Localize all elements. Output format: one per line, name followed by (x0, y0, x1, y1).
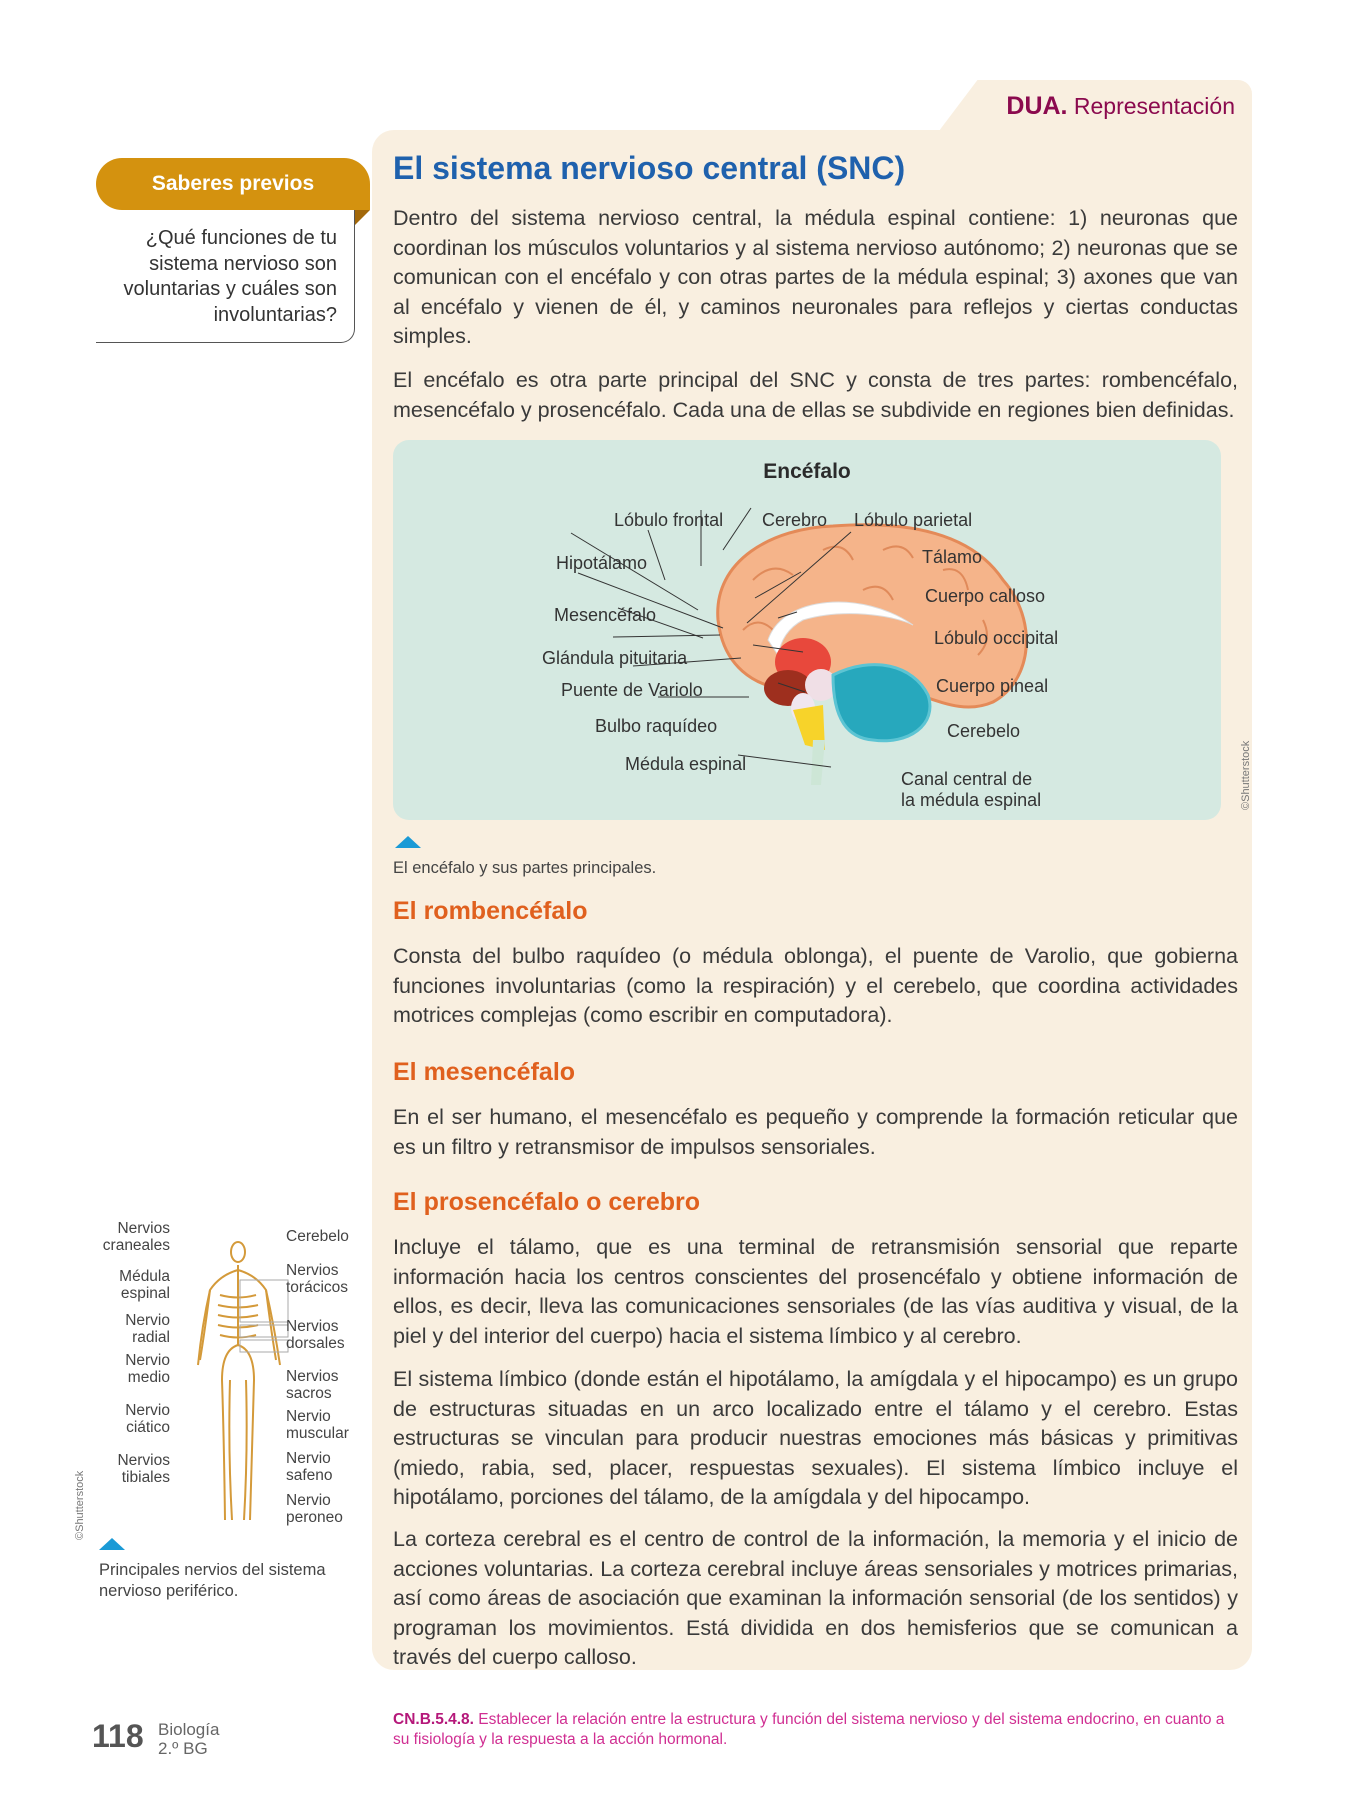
label-talamo: Tálamo (922, 547, 983, 567)
label-medula-espinal-pns: Médula espinal (119, 1268, 170, 1302)
caption-triangle-icon (395, 836, 421, 848)
nerve-credit: ©Shutterstock (74, 1470, 86, 1540)
heading-rombencefalo: El rombencéfalo (393, 897, 588, 925)
brain-diagram (393, 440, 1221, 820)
criterion-text: Establecer la relación entre la estructura y función del sistema nervioso y del sistema endocrino, en cuanto a su fisiología y la respuesta a la acción hormonal. (393, 1711, 1225, 1748)
subject-grade (158, 1720, 219, 1758)
criterion (393, 1710, 1238, 1750)
dua-text: Representación (1073, 93, 1235, 119)
label-lobulo-parietal: Lóbulo parietal (854, 510, 973, 530)
label-nervio-safeno: Nervio safeno (286, 1450, 333, 1484)
subject: Biología (158, 1720, 220, 1739)
intro-paragraph-1: Dentro del sistema nervioso central, la médula espinal contiene: 1) neuronas que coordinan los músculos voluntarios y al sistema nervioso autónomo; 2) neuronas que se comunican con el encéfalo y con otras partes de la médula espinal; 3) axones que van al encéfalo y vienen de él, y caminos neuronales para reflejos y ciertas conductas simples. (393, 206, 1238, 348)
label-medula-espinal: Médula espinal (625, 754, 747, 774)
label-hipotalamo: Hipotálamo (556, 553, 648, 573)
label-nervios-dorsales: Nervios dorsales (286, 1318, 345, 1352)
mesencefalo-paragraph: En el ser humano, el mesencéfalo es pequeño y comprende la formación reticular que es un filtro y retransmisor de impulsos sensoriales. (393, 1105, 1238, 1159)
page-title: El sistema nervioso central (SNC) (393, 150, 906, 186)
intro-paragraph-2: El encéfalo es otra parte principal del SNC y consta de tres partes: rombencéfalo, mesencéfalo y prosencéfalo. Cada una de ellas se subdivide en regiones bien definidas. (393, 368, 1238, 422)
label-nervio-ciatico: Nervio ciático (125, 1402, 170, 1436)
caption-triangle-icon (99, 1538, 125, 1550)
brain-credit: ©Shutterstock (1240, 740, 1252, 810)
heading-prosencefalo: El prosencéfalo o cerebro (393, 1188, 701, 1216)
label-cuerpo-calloso: Cuerpo calloso (925, 586, 1046, 606)
dua-bold: DUA. (1006, 92, 1068, 120)
prosencefalo-paragraph-3: La corteza cerebral es el centro de control de la información, la memoria y el inicio de acciones voluntarias. La corteza cerebral incluye áreas sensoriales y motrices primarias, así como áreas de asociación que examinan la información sensorial (de los sentidos) y programan los movimientos. Está dividida en dos hemisferios que se comunican a través del cuerpo calloso. (393, 1527, 1238, 1669)
saberes-previos-badge (96, 158, 370, 210)
label-nervios-tibiales: Nervios tibiales (117, 1452, 170, 1486)
heading-mesencefalo: El mesencéfalo (393, 1058, 576, 1086)
label-cerebelo: Cerebelo (947, 721, 1021, 741)
label-nervio-medio: Nervio medio (125, 1352, 170, 1386)
label-cerebelo-pns: Cerebelo (286, 1228, 349, 1245)
criterion-code: CN.B.5.4.8. (393, 1711, 474, 1728)
label-nervio-peroneo: Nervio peroneo (286, 1492, 343, 1526)
label-lobulo-frontal: Lóbulo frontal (614, 510, 724, 530)
label-nervio-radial: Nervio radial (125, 1312, 170, 1346)
nerve-caption: Principales nervios del sistema nervioso periférico. (99, 1561, 326, 1600)
label-nervios-toracicos: Nervios torácicos (286, 1262, 349, 1296)
label-nervios-craneales: Nervios craneales (102, 1220, 170, 1254)
label-puente-de-variolo: Puente de Variolo (561, 680, 703, 700)
dua-label (1006, 92, 1235, 121)
prosencefalo-paragraph-2: El sistema límbico (donde están el hipotálamo, la amígdala y el hipocampo) es un grupo de estructuras situadas en un arco localizado entre el tálamo y el cerebro. Estas estructuras se vinculan para producir nuestras emociones más básicas y primitivas (miedo, rabia, sed, placer, respuestas sexuales). El sistema límbico incluye el hipotálamo, porciones del tálamo, de la amígdala y del hipocampo. (393, 1367, 1238, 1509)
label-mesencefalo: Mesencéfalo (554, 605, 657, 625)
label-nervios-sacros: Nervios sacros (286, 1368, 339, 1402)
rombencefalo-paragraph: Consta del bulbo raquídeo (o médula oblonga), el puente de Varolio, que gobierna funciones involuntarias (como la respiración) y el cerebelo, que coordina actividades motrices complejas (como escribir en computadora). (393, 944, 1238, 1027)
label-lobulo-occipital: Lóbulo occipital (934, 628, 1059, 648)
saberes-previos-question: ¿Qué funciones de tu sistema nervioso son voluntarias y cuáles son involuntarias? (123, 227, 337, 326)
label-cerebro: Cerebro (762, 510, 828, 530)
brain-caption: El encéfalo y sus partes principales. (393, 859, 657, 877)
diagram-title: Encéfalo (763, 460, 851, 483)
label-bulbo-raquideo: Bulbo raquídeo (595, 716, 718, 736)
saberes-previos-label: Saberes previos (151, 172, 315, 195)
label-canal-central-1: Canal central de (901, 769, 1033, 789)
label-nervio-muscular: Nervio muscular (286, 1408, 349, 1442)
grade: 2.º BG (158, 1739, 208, 1758)
brain-illustration (393, 440, 1221, 820)
badge-fold (355, 210, 370, 225)
label-canal-central-2: la médula espinal (901, 790, 1042, 810)
page-number: 118 (92, 1718, 144, 1754)
prosencefalo-paragraph-1: Incluye el tálamo, que es una terminal de retransmisión sensorial que reparte información hacia los centros conscientes del prosencéfalo y obtiene información de ellos, es decir, lleva las comunicaciones sensoriales (de las vías auditiva y visual, de la piel y del interior del cuerpo) hacia el sistema límbico y al cerebro. (393, 1235, 1238, 1348)
label-cuerpo-pineal: Cuerpo pineal (936, 676, 1049, 696)
label-glandula-pituitaria: Glándula pituitaria (542, 648, 688, 668)
